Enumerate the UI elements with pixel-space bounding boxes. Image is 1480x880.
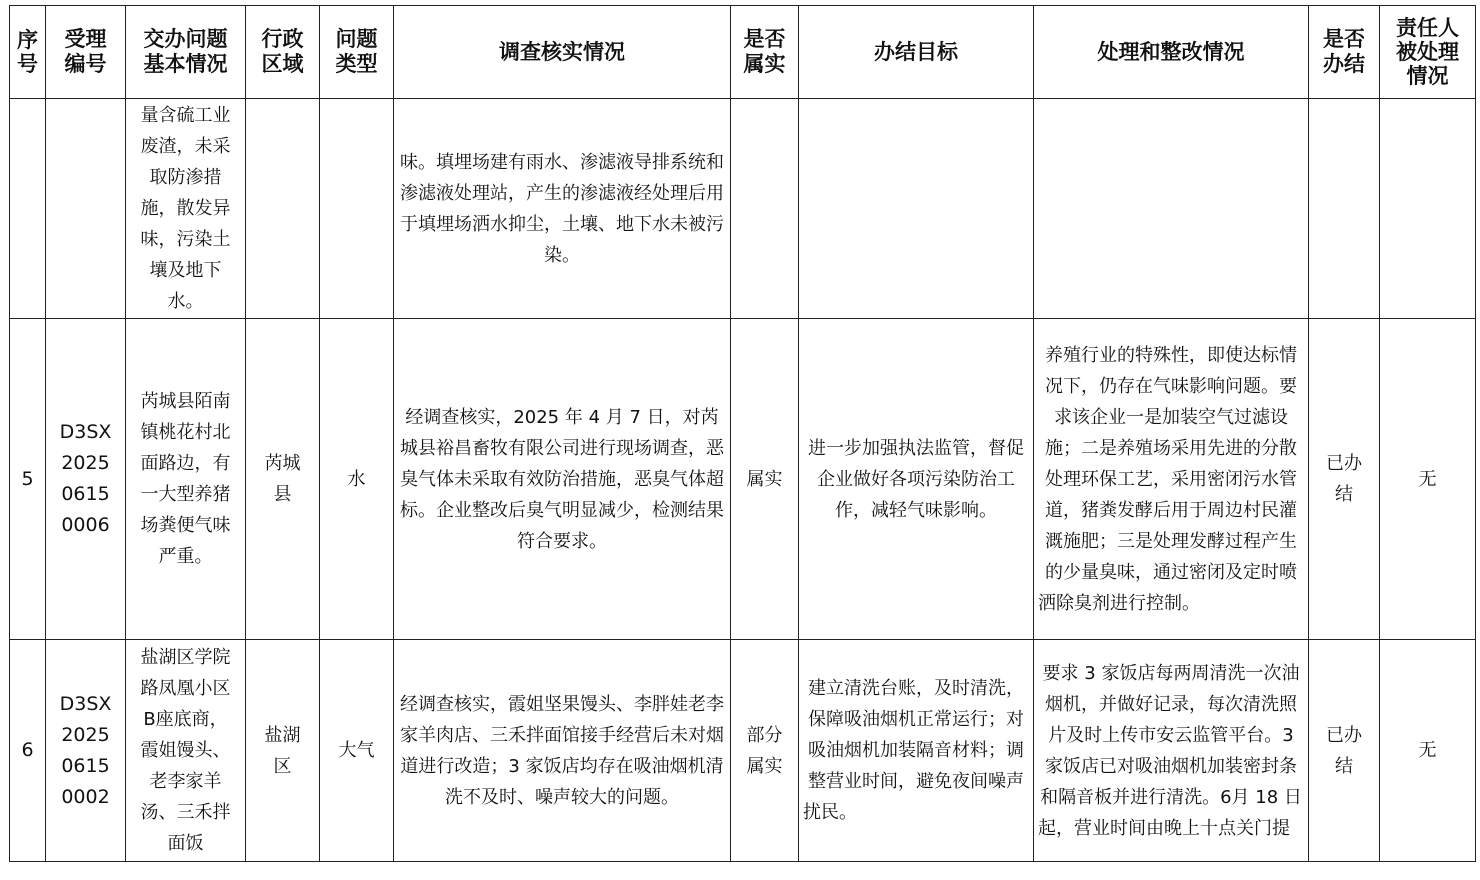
cell-verified: 属实 xyxy=(731,319,799,640)
cell-case-no: D3SX202506150002 xyxy=(46,640,126,862)
header-goal: 办结目标 xyxy=(799,6,1034,99)
cell-verified: 部分属实 xyxy=(731,640,799,862)
cell-issue: 量含硫工业废渣，未采取防渗措施，散发异味，污染土壤及地下水。 xyxy=(126,99,246,319)
cell-handling: 要求 3 家饭店每两周清洗一次油烟机，并做好记录，每次清洗照片及时上传市安云监管平台。3 家饭店已对吸油烟机加装密封条和隔音板并进行清洗。6月 18 日起，营业时间由晚上十点关门提 xyxy=(1034,640,1309,862)
header-case-no: 受理编号 xyxy=(46,6,126,99)
cell-region: 盐湖区 xyxy=(246,640,320,862)
cell-region xyxy=(246,99,320,319)
cell-seq xyxy=(10,99,46,319)
cell-seq: 6 xyxy=(10,640,46,862)
cell-case-no: D3SX202506150006 xyxy=(46,319,126,640)
cell-closed: 已办结 xyxy=(1309,640,1380,862)
cell-goal xyxy=(799,99,1034,319)
cell-handling: 养殖行业的特殊性，即使达标情况下，仍存在气味影响问题。要求该企业一是加装空气过滤设施；二是养殖场采用先进的分散处理环保工艺，采用密闭污水管道，猪粪发酵后用于周边村民灌溉施肥；三是处理发酵过程产生的少量臭味，通过密闭及定时喷洒除臭剂进行控制。 xyxy=(1034,319,1309,640)
cell-closed: 已办结 xyxy=(1309,319,1380,640)
cell-accountability xyxy=(1380,99,1476,319)
header-issue: 交办问题基本情况 xyxy=(126,6,246,99)
header-type: 问题类型 xyxy=(320,6,394,99)
table-row xyxy=(10,640,1476,862)
cell-closed xyxy=(1309,99,1380,319)
header-investigation: 调查核实情况 xyxy=(394,6,731,99)
cell-case-no xyxy=(46,99,126,319)
cell-type xyxy=(320,99,394,319)
cell-issue: 芮城县陌南镇桃花村北面路边，有一大型养猪场粪便气味严重。 xyxy=(126,319,246,640)
header-accountability: 责任人被处理情况 xyxy=(1380,6,1476,99)
cell-seq: 5 xyxy=(10,319,46,640)
cell-type: 大气 xyxy=(320,640,394,862)
header-verified: 是否属实 xyxy=(731,6,799,99)
header-region: 行政区域 xyxy=(246,6,320,99)
cell-accountability: 无 xyxy=(1380,640,1476,862)
cell-investigation: 经调查核实，2025 年 4 月 7 日，对芮城县裕昌畜牧有限公司进行现场调查，恶臭气体未采取有效防治措施，恶臭气体超标。企业整改后臭气明显减少，检测结果符合要求。 xyxy=(394,319,731,640)
header-closed: 是否办结 xyxy=(1309,6,1380,99)
cell-goal: 进一步加强执法监管，督促企业做好各项污染防治工作，减轻气味影响。 xyxy=(799,319,1034,640)
cell-investigation: 味。填埋场建有雨水、渗滤液导排系统和渗滤液处理站，产生的渗滤液经处理后用于填埋场洒水抑尘，土壤、地下水未被污染。 xyxy=(394,99,731,319)
cell-issue: 盐湖区学院路凤凰小区B座底商，霞姐馒头、老李家羊汤、三禾拌面饭 xyxy=(126,640,246,862)
cell-accountability: 无 xyxy=(1380,319,1476,640)
cell-type: 水 xyxy=(320,319,394,640)
case-table xyxy=(9,5,1476,862)
cell-investigation: 经调查核实，霞姐坚果馒头、李胖娃老李家羊肉店、三禾拌面馆接手经营后未对烟道进行改造；3 家饭店均存在吸油烟机清洗不及时、噪声较大的问题。 xyxy=(394,640,731,862)
table-row xyxy=(10,319,1476,640)
table-header xyxy=(10,6,1476,99)
cell-handling xyxy=(1034,99,1309,319)
cell-goal: 建立清洗台账，及时清洗，保障吸油烟机正常运行；对吸油烟机加装隔音材料；调整营业时间，避免夜间噪声扰民。 xyxy=(799,640,1034,862)
table-row xyxy=(10,99,1476,319)
cell-verified xyxy=(731,99,799,319)
cell-region: 芮城县 xyxy=(246,319,320,640)
header-seq: 序号 xyxy=(10,6,46,99)
header-handling: 处理和整改情况 xyxy=(1034,6,1309,99)
